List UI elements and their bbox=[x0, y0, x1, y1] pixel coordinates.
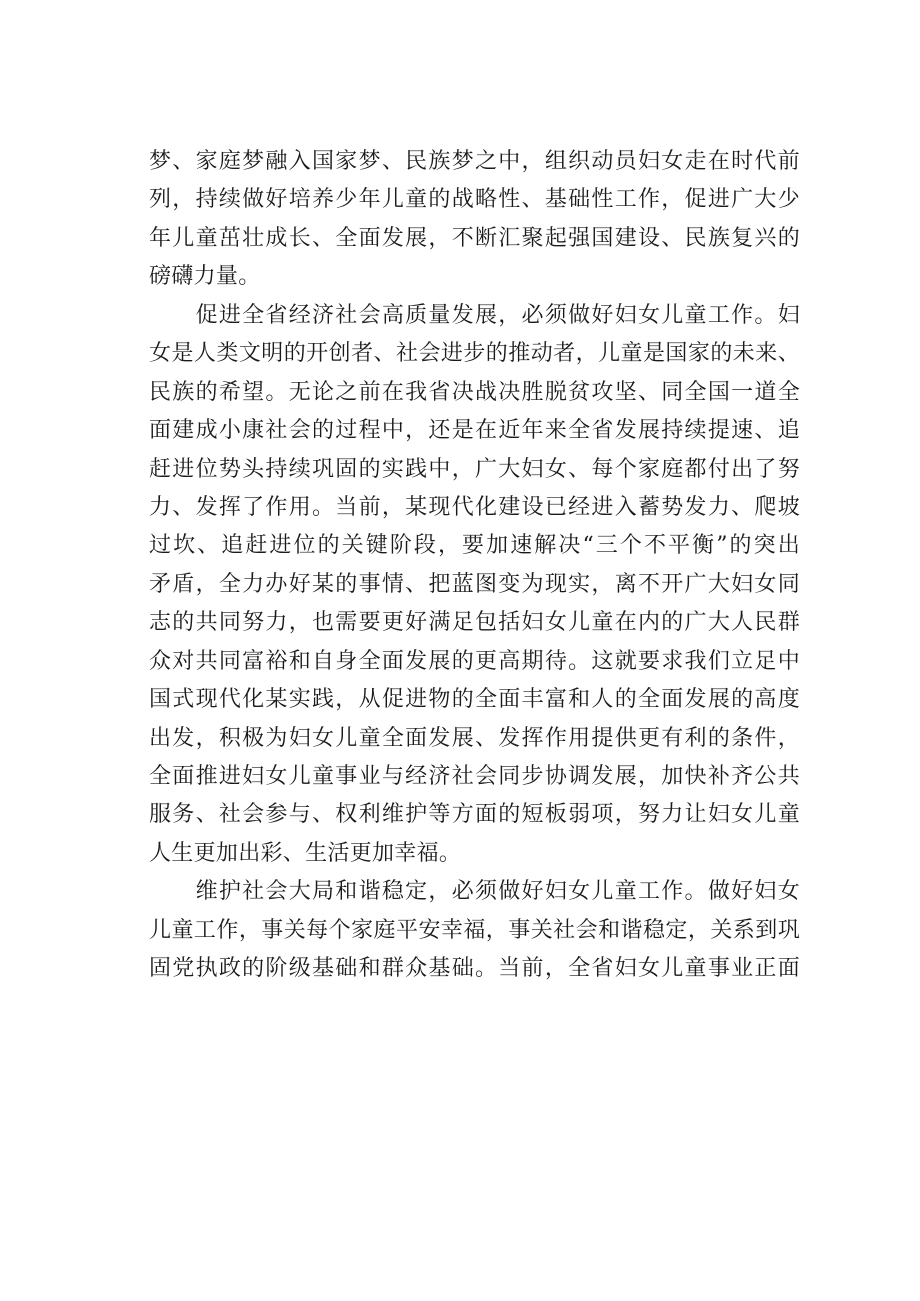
text-line: 赶进位势头持续巩固的实践中，广大妇女、每个家庭都付出了努 bbox=[149, 456, 800, 482]
text-line: 维护社会大局和谐稳定，必须做好妇女儿童工作。做好妇女 bbox=[149, 879, 800, 905]
body-text bbox=[149, 143, 800, 989]
text-line: 国式现代化某实践，从促进物的全面丰富和人的全面发展的高度 bbox=[149, 687, 800, 713]
text-line: 过坎、追赶进位的关键阶段，要加速解决“三个不平衡”的突出 bbox=[149, 533, 800, 559]
text-line: 民族的希望。无论之前在我省决战决胜脱贫攻坚、同全国一道全 bbox=[149, 379, 800, 405]
text-line: 儿童工作，事关每个家庭平安幸福，事关社会和谐稳定，关系到巩 bbox=[149, 917, 800, 943]
text-line: 志的共同努力，也需要更好满足包括妇女儿童在内的广大人民群 bbox=[149, 610, 800, 636]
text-line: 磅礴力量。 bbox=[149, 264, 261, 290]
text-line: 众对共同富裕和自身全面发展的更高期待。这就要求我们立足中 bbox=[149, 648, 800, 674]
text-line: 促进全省经济社会高质量发展，必须做好妇女儿童工作。妇 bbox=[149, 302, 800, 328]
text-line: 女是人类文明的开创者、社会进步的推动者，儿童是国家的未来、 bbox=[149, 341, 800, 367]
text-line: 服务、社会参与、权利维护等方面的短板弱项，努力让妇女儿童 bbox=[149, 802, 800, 828]
text-line: 梦、家庭梦融入国家梦、民族梦之中，组织动员妇女走在时代前 bbox=[149, 149, 800, 174]
text-line: 全面推进妇女儿童事业与经济社会同步协调发展，加快补齐公共 bbox=[149, 764, 800, 789]
text-line: 列，持续做好培养少年儿童的战略性、基础性工作，促进广大少 bbox=[149, 187, 800, 213]
text-line: 面建成小康社会的过程中，还是在近年来全省发展持续提速、追 bbox=[149, 418, 800, 444]
text-line: 人生更加出彩、生活更加幸福。 bbox=[149, 840, 462, 866]
text-line: 固党执政的阶级基础和群众基础。当前，全省妇女儿童事业正面 bbox=[149, 956, 800, 982]
text-line: 出发，积极为妇女儿童全面发展、发挥作用提供更有利的条件， bbox=[149, 725, 800, 751]
text-line: 力、发挥了作用。当前，某现代化建设已经进入蓄势发力、爬坡 bbox=[149, 494, 800, 520]
text-line: 矛盾，全力办好某的事情、把蓝图变为现实，离不开广大妇女同 bbox=[149, 571, 800, 597]
text-line: 年儿童茁壮成长、全面发展，不断汇聚起强国建设、民族复兴的 bbox=[149, 225, 800, 251]
